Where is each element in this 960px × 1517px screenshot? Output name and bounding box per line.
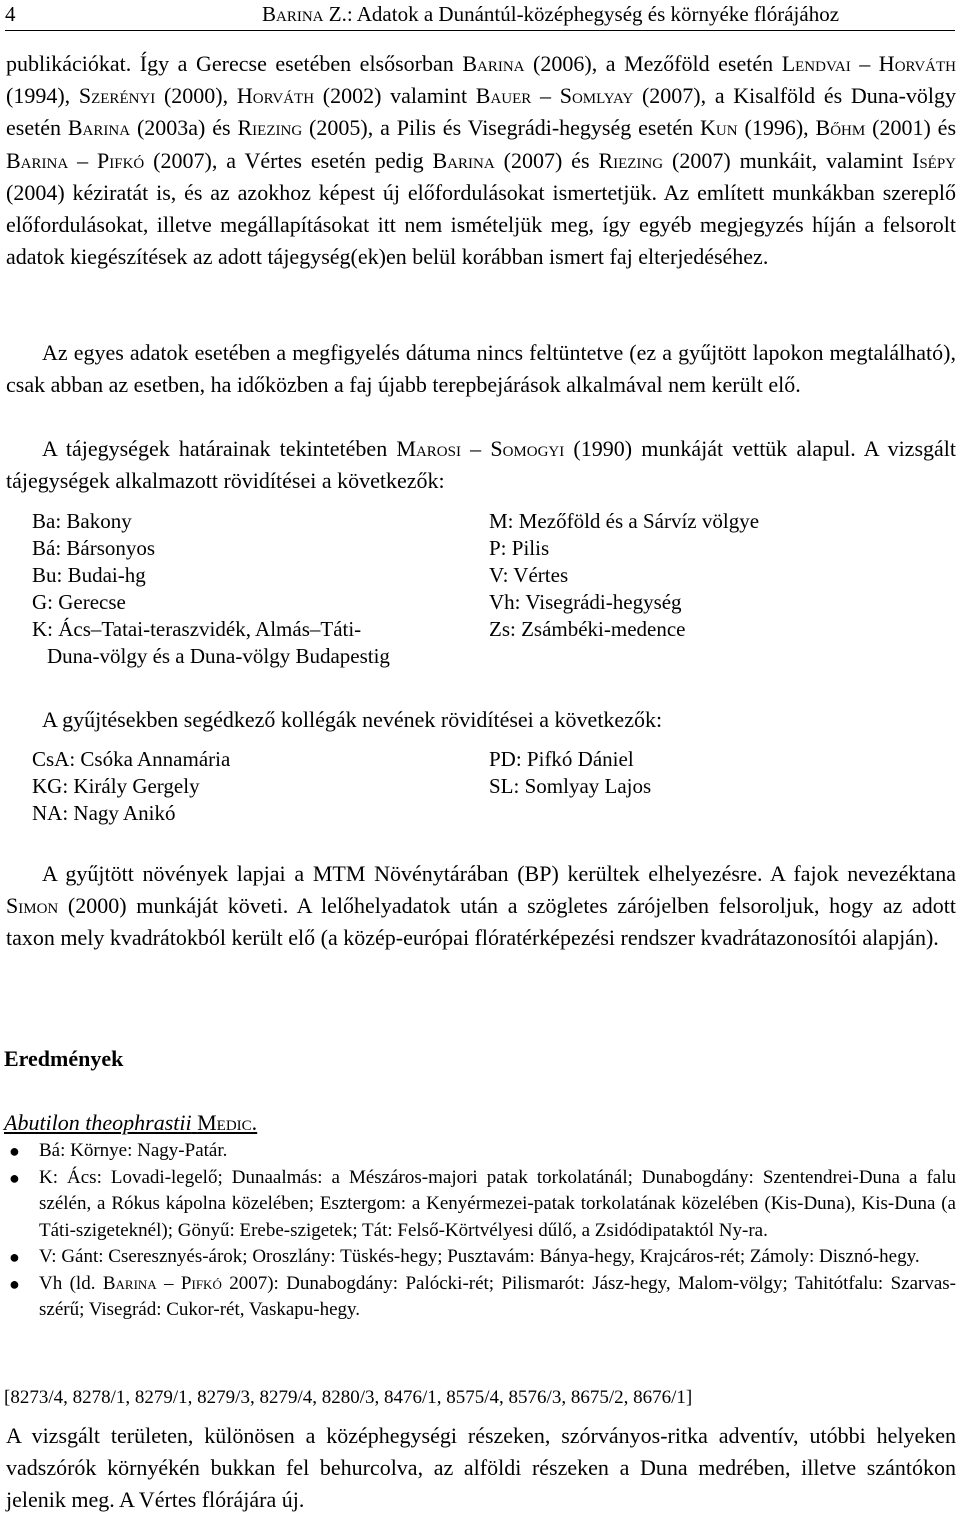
text-run: (2000), — [155, 83, 237, 109]
text-run: A gyűjtött növények lapjai a MTM Növénytárában (BP) kerültek elhelyezésre. A fajok nevezéktana — [42, 861, 956, 886]
bullet-icon: ● — [9, 1247, 20, 1267]
date-note-paragraph: Az egyes adatok esetében a megfigyelés dátuma nincs feltüntetve (ez a gyűjtött lapokon megtalálható), csak abban az esetben, ha időközben a faj újabb terepbejárások alkalmával nem került elő. — [6, 340, 956, 398]
occurrence-records — [0, 1138, 956, 1324]
collector-abbreviations-right — [489, 746, 651, 800]
author-citation: Bauer – Somlyay — [475, 83, 634, 109]
collector-abbr: KG: Király Gergely — [32, 774, 200, 798]
region-abbreviations-left — [32, 508, 390, 670]
text-run: (2001) és — [865, 115, 957, 141]
region-abbr: G: Gerecse — [32, 590, 126, 614]
record-item — [0, 1165, 956, 1245]
region-abbr: Ba: Bakony — [32, 509, 132, 533]
header-title-text: Z.: Adatok a Dunántúl-középhegység és környéke flórájához — [323, 2, 840, 26]
text-run: (2000) munkáját követi. A lelőhelyadatok után a szögletes zárójelben felsoroljuk, hogy az adott taxon mely kvadrátokból került elő (a közép-európai flóratérképezési rendszer kvadrátazonosítói alapján). — [6, 893, 956, 951]
author-citation: Isépy — [912, 147, 957, 173]
page-number: 4 — [5, 2, 16, 26]
results-heading: Eredmények — [4, 1046, 124, 1071]
specimens-paragraph — [6, 858, 956, 955]
text-run: (2007), a Vértes esetén pedig — [144, 147, 433, 173]
record-text: Vh (ld. — [39, 1272, 103, 1294]
region-abbr: V: Vértes — [489, 563, 569, 587]
region-abbr: M: Mezőföld és a Sárvíz völgye — [489, 509, 760, 533]
species-binomial: Abutilon theophrastii — [4, 1110, 192, 1135]
record-text: V: Gánt: Cseresznyés-árok; Oroszlány: Tüskés-hegy; Pusztavám: Bánya-hegy, Krajcáros-rét; Zámoly: Disznó-hegy. — [39, 1246, 920, 1267]
text-run: (2007) munkáit, valamint — [663, 147, 912, 173]
text-run: (2007), a Kisalföld és Duna-völgy esetén — [6, 83, 957, 141]
text-run: (1990) munkáját vettük alapul. A vizsgált tájegységek alkalmazott rövidítései a következők: — [6, 436, 957, 494]
record-item — [0, 1138, 956, 1165]
author-citation: Barina – Pifkó — [6, 147, 145, 173]
text-run: (2003a) és — [130, 115, 238, 141]
record-text: K: Ács: Lovadi-legelő; Dunaalmás: a Mészáros-majori patak torkolatánál; Dunabogdány: Szentendrei-Duna a falu szélén, a Rókus kápolna közelében; Esztergom: a Kenyérmezei-patak torkolatának közelében (Kis-Duna), Kis-Duna (a Táti-szigeteknél); Gönyű: Erebe-szigetek; Tát: Felső-Körtvélyesi dűlő, a Zsidódipataktól Ny-ra. — [39, 1166, 956, 1241]
region-abbr: K: Ács–Tatai-teraszvidék, Almás–Táti- — [32, 617, 362, 641]
author-citation: Barina — [432, 147, 495, 173]
running-title — [262, 0, 839, 28]
summary-paragraph: A vizsgált területen, különösen a középhegységi részeken, szórványos-ritka adventív, utóbbi helyeken vadszórók környékén bukkan fel behurcolva, az alföldi részeken a Duna medrében, illetve szántókon jelenik meg. A Vértes flórájára új. — [6, 1423, 956, 1513]
record-item — [0, 1271, 956, 1324]
collector-abbr: SL: Somlyay Lajos — [489, 774, 652, 798]
text-run: (2004) kéziratát is, és az azokhoz képest új előfordulásokat ismertetjük. Az említett munkákban szereplő előfordulásokat, illetve megállapításokat itt nem ismételjük meg, így egyéb megjegyzés híján a felsorolt adatok kiegészítések az adott tájegység(ek)en belül korábban ismert faj elterjedéséhez. — [6, 179, 956, 270]
collector-abbr: CsA: Csóka Annamária — [32, 747, 231, 771]
intro-paragraph — [6, 48, 956, 273]
text-run: (2006), a Mezőföld esetén — [524, 51, 782, 76]
collector-abbreviations-left — [32, 746, 230, 827]
author-citation: Barina — [462, 51, 525, 76]
region-abbr: Vh: Visegrádi-hegység — [489, 590, 682, 614]
regions-intro-paragraph — [6, 433, 956, 497]
text-run: (2005), a Pilis és Visegrádi-hegység esetén — [302, 115, 701, 141]
text-run: publikációkat. Így a Gerecse esetében elsősorban — [6, 51, 463, 76]
author-citation: Barina — [67, 115, 131, 141]
running-header — [5, 0, 955, 31]
author-citation: Horváth — [236, 83, 315, 109]
record-text: Bá: Környe: Nagy-Patár. — [39, 1140, 228, 1161]
region-abbr: Zs: Zsámbéki-medence — [489, 617, 686, 641]
text-run: (2002) valamint — [314, 83, 476, 109]
author-citation: Marosi – Somogyi — [396, 436, 565, 461]
bullet-icon: ● — [9, 1167, 20, 1188]
collector-abbr: NA: Nagy Anikó — [32, 801, 176, 825]
author-citation: Simon — [6, 893, 59, 919]
author-citation: Barina – Pifkó — [102, 1272, 222, 1294]
author-citation: Riezing — [598, 147, 664, 173]
collectors-intro: A gyűjtésekben segédkező kollégák nevének rövidítései a következők: — [42, 707, 663, 732]
author-citation: Bőhm — [815, 115, 866, 141]
text-run: A tájegységek határainak tekintetében — [42, 436, 397, 461]
region-abbr: P: Pilis — [489, 536, 550, 560]
species-name — [4, 1110, 257, 1136]
author-citation: Lendvai – Horváth — [781, 51, 956, 76]
text-run: (1996), — [737, 115, 816, 141]
record-text: 2007): Dunabogdány: Palócki-rét; Pilismarót: Jász-hegy, Malom-völgy; Tahitótfalu: Szarvas-szérű; Visegrád: Cukor-rét, Vaskapu-hegy. — [39, 1272, 957, 1320]
author-citation: Riezing — [237, 115, 303, 141]
author-citation: Szerényi — [78, 83, 156, 109]
header-author: Barina — [262, 2, 324, 26]
quadrant-list: [8273/4, 8278/1, 8279/1, 8279/3, 8279/4, 8280/3, 8476/1, 8575/4, 8576/3, 8675/2, 8676/1] — [4, 1387, 693, 1408]
collector-abbr: PD: Pifkó Dániel — [489, 747, 634, 771]
region-abbreviations-right — [489, 508, 759, 643]
text-run: (2007) és — [494, 147, 599, 173]
text-run: (1994), — [6, 83, 79, 109]
record-item — [0, 1244, 956, 1271]
region-abbr: Bu: Budai-hg — [32, 563, 146, 587]
species-author: Medic. — [197, 1110, 258, 1135]
author-citation: Kun — [700, 115, 738, 141]
bullet-icon: ● — [9, 1273, 20, 1294]
bullet-icon: ● — [9, 1141, 20, 1161]
region-abbr: Bá: Bársonyos — [32, 536, 156, 560]
region-abbr-continuation: Duna-völgy és a Duna-völgy Budapestig — [47, 644, 390, 668]
